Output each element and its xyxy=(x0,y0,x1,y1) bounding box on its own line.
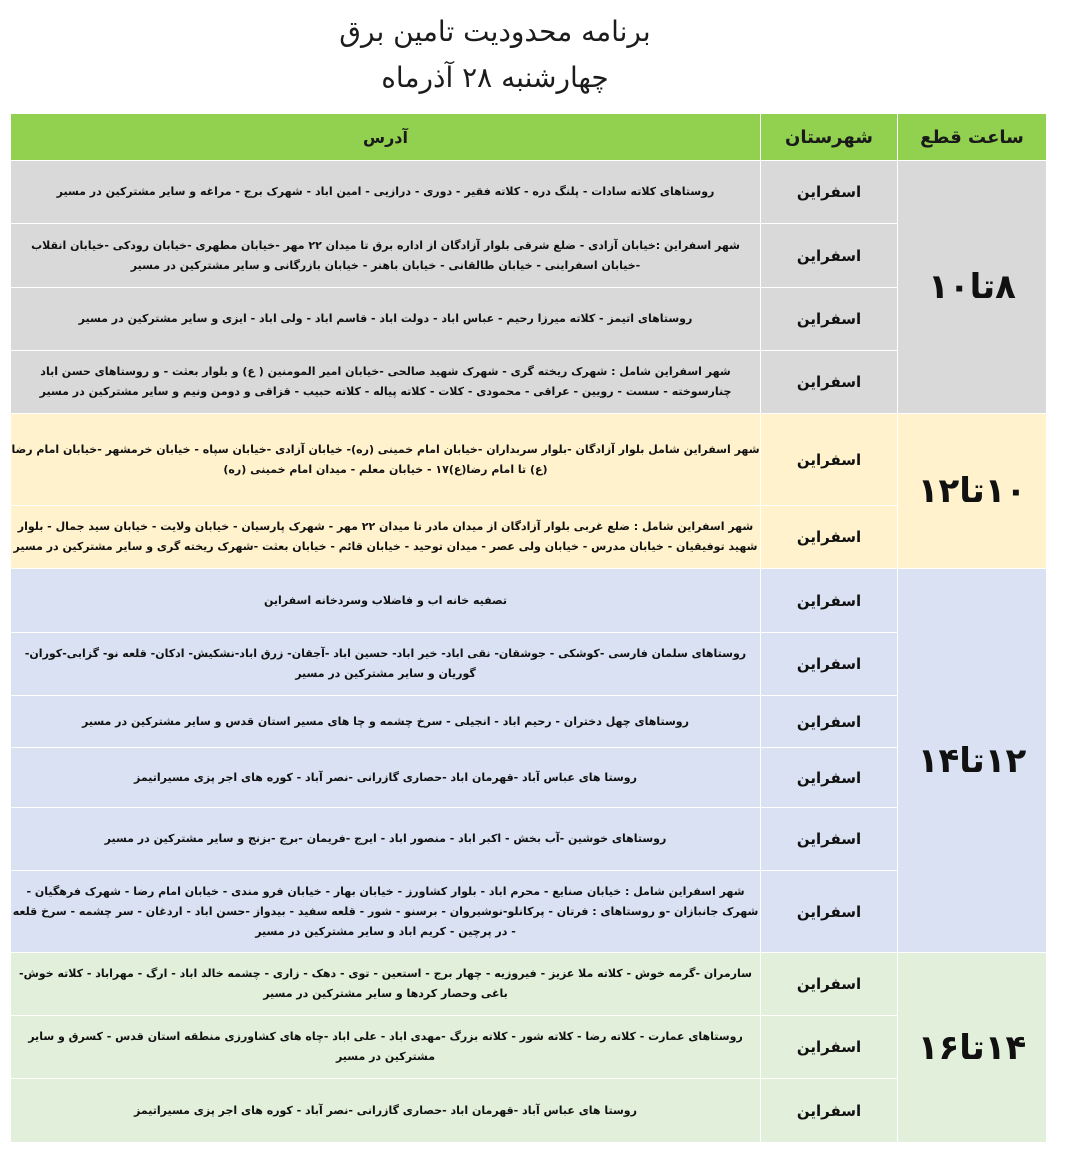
table-row xyxy=(11,748,1047,808)
address-cell: روستاهای عمارت - کلاته رضا - کلاته شور - کلاته بزرگ -مهدی اباد - علی اباد -چاه های کشاورزی منطقه استان قدس - کسرق و سایر مشترکین در مسیر xyxy=(11,1016,761,1079)
table-row xyxy=(11,808,1047,871)
page-date: چهارشنبه ۲۸ آذرماه xyxy=(381,61,609,94)
table-row xyxy=(11,569,1047,633)
table-row xyxy=(11,1079,1047,1143)
city-cell: اسفراین xyxy=(761,351,898,414)
header-address: آدرس xyxy=(11,114,761,161)
outage-schedule-table xyxy=(10,113,1047,1143)
city-cell: اسفراین xyxy=(761,1079,898,1143)
address-cell: سارمران -گرمه خوش - کلاته ملا عزیز - فیروزیه - چهار برج - استعین - توی - دهک - زاری - چشمه خالد اباد - ارگ - مهراباد - کلاته خوش- باغی وحصار کردها و سایر مشترکین در مسیر xyxy=(11,953,761,1016)
address-cell: روستاهای چهل دختران - رحیم اباد - انجیلی - سرخ چشمه و چا های مسیر استان قدس و سایر مشترکین در مسیر xyxy=(11,696,761,748)
table-row xyxy=(11,871,1047,953)
city-cell: اسفراین xyxy=(761,748,898,808)
address-cell: شهر اسفراین :خیابان آزادی - ضلع شرقی بلوار آزادگان از اداره برق تا میدان ۲۲ مهر -خیابان مطهری -خیابان رودکی -خیابان انقلاب -خیابان اسفراینی - خیابان طالقانی - خیابان باهنر - خیابان بازرگانی و سایر مشترکین در مسیر xyxy=(11,224,761,288)
city-cell: اسفراین xyxy=(761,871,898,953)
table-row xyxy=(11,288,1047,351)
city-cell: اسفراین xyxy=(761,288,898,351)
table-row xyxy=(11,1016,1047,1079)
city-cell: اسفراین xyxy=(761,633,898,696)
city-cell: اسفراین xyxy=(761,953,898,1016)
city-cell: اسفراین xyxy=(761,696,898,748)
address-cell: شهر اسفراین شامل بلوار آزادگان -بلوار سربداران -خیابان امام خمینی (ره)- خیابان آزادی -خیابان سپاه - خیابان خرمشهر -خیابان امام رضا (ع) تا امام رضا(ع)۱۷ - خیابان معلم - میدان امام خمینی (ره) xyxy=(11,414,761,506)
address-cell: روستا های عباس آباد -قهرمان اباد -حصاری گازرانی -نصر آباد - کوره های اجر پزی مسیراتیمز xyxy=(11,1079,761,1143)
city-cell: اسفراین xyxy=(761,506,898,569)
city-cell: اسفراین xyxy=(761,224,898,288)
city-cell: اسفراین xyxy=(761,569,898,633)
table-row xyxy=(11,696,1047,748)
address-cell: شهر اسفراین شامل : خیابان صنایع - محرم اباد - بلوار کشاورز - خیابان بهار - خیابان فرو مندی - خیابان امام رضا - شهرک فرهگیان - شهرک جانبازان -و روستاهای : فرتان - پرکانلو-نوشیروان - برسنو - شور - قلعه سفید - بیدواز -حسن اباد - اردغان - سر چشمه - سرخ قلعه - در پرچین - کریم اباد و سایر مشترکین در مسیر xyxy=(11,871,761,953)
outage-time-slot: ۱۴تا۱۶ xyxy=(898,953,1047,1143)
city-cell: اسفراین xyxy=(761,808,898,871)
city-cell: اسفراین xyxy=(761,414,898,506)
outage-time-slot: ۸تا۱۰ xyxy=(898,161,1047,414)
table-row xyxy=(11,161,1047,224)
address-cell: روستاهای اتیمز - کلاته میرزا رحیم - عباس اباد - دولت اباد - قاسم اباد - ولی اباد - ایزی و سایر مشترکین در مسیر xyxy=(11,288,761,351)
table-row xyxy=(11,414,1047,506)
address-cell: روستاهای کلاته سادات - پلنگ دره - کلاته فقیر - دوری - درازیی - امین اباد - شهرک برج - مراغه و سایر مشترکین در مسیر xyxy=(11,161,761,224)
address-cell: شهر اسفراین شامل : ضلع غربی بلوار آزادگان از میدان مادر تا میدان ۲۲ مهر - شهرک پارسیان - خیابان ولایت - خیابان سید جمال - بلوار شهید توفیقیان - خیابان مدرس - خیابان ولی عصر - میدان توحید - خیابان قائم - خیابان بعثت -شهرک ریخته گری و سایر مشترکین در مسیر xyxy=(11,506,761,569)
address-cell: روستاهای خوشین -آب بخش - اکبر اباد - منصور اباد - ایرج -فریمان -برج -بزنج و سایر مشترکین در مسیر xyxy=(11,808,761,871)
address-cell: تصفیه خانه اب و فاضلاب وسردخانه اسفراین xyxy=(11,569,761,633)
city-cell: اسفراین xyxy=(761,1016,898,1079)
page-title: برنامه محدودیت تامین برق xyxy=(339,15,651,48)
city-cell: اسفراین xyxy=(761,161,898,224)
address-cell: روستاهای سلمان فارسی -کوشکی - جوشقان- نقی اباد- خیر اباد- حسین اباد -آجقان- زرق اباد-نشکیش- ادکان- قلعه نو- گزابی-کوران- گوریان و سایر مشترکین در مسیر xyxy=(11,633,761,696)
header-outage-time: ساعت قطع xyxy=(898,114,1047,161)
address-cell: شهر اسفراین شامل : شهرک ریخته گری - شهرک شهید صالحی -خیابان امیر المومنین ( ع) و بلوار بعثت - و روستاهای حسن اباد چنارسوخته - سست - رویین - عراقی - محمودی - کلات - کلاته پیاله - کلاته حبیب - قزاقی و دومن ونیم و سایر مشترکین در مسیر xyxy=(11,351,761,414)
header-city: شهرستان xyxy=(761,114,898,161)
table-row xyxy=(11,224,1047,288)
header-row xyxy=(11,114,1047,161)
table-row xyxy=(11,351,1047,414)
address-cell: روستا های عباس آباد -قهرمان اباد -حصاری گازرانی -نصر آباد - کوره های اجر پزی مسیراتیمز xyxy=(11,748,761,808)
outage-time-slot: ۱۲تا۱۴ xyxy=(898,569,1047,953)
outage-time-slot: ۱۰تا۱۲ xyxy=(898,414,1047,569)
table-row xyxy=(11,953,1047,1016)
table-row xyxy=(11,506,1047,569)
table-row xyxy=(11,633,1047,696)
